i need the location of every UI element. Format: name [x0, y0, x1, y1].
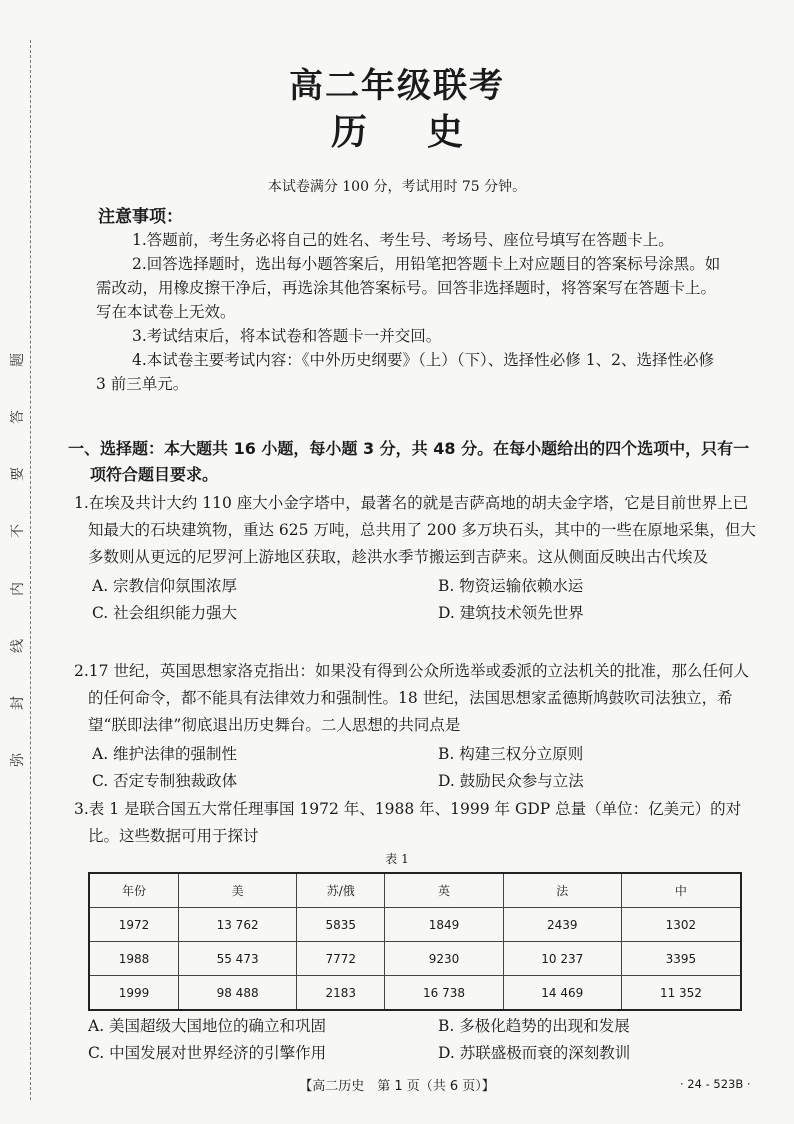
- option-c: C. 否定专制独裁政体: [92, 772, 238, 790]
- table-cell: 1999: [89, 976, 178, 1011]
- question-3-options: [88, 1014, 758, 1070]
- notice-heading: 注意事项：: [98, 207, 183, 227]
- section-heading: 一、选择题：本大题共 16 小题，每小题 3 分，共 48 分。在每小题给出的四个选项中，只有一项符合题目要求。: [68, 439, 750, 484]
- question-stem: 3.表 1 是联合国五大常任理事国 1972 年、1988 年、1999 年 GDP 总量（单位：亿美元）的对比。这些数据可用于探讨: [74, 800, 742, 845]
- notice-item: 2.回答选择题时，选出每小题答案后，用铅笔把答题卡上对应题目的答案标号涂黑。如需改动，用橡皮擦干净后，再选涂其他答案标号。回答非选择题时，将答案写在答题卡上。写在本试卷上无效。: [96, 255, 721, 321]
- question-3: [74, 796, 762, 850]
- notice-list: [96, 228, 726, 396]
- table-header: 法: [503, 873, 621, 908]
- binding-char: 不: [10, 524, 26, 539]
- table-cell: 5835: [297, 908, 385, 942]
- binding-char: 线: [10, 638, 26, 653]
- option-a: A. 美国超级大国地位的确立和巩固: [88, 1017, 327, 1035]
- option-b: B. 物资运输依赖水运: [438, 577, 584, 595]
- page-footer: 【高二历史 第 1 页（共 6 页）】: [299, 1079, 495, 1094]
- table-cell: 1302: [621, 908, 741, 942]
- exam-code: · 24 - 523B ·: [680, 1077, 751, 1091]
- table-cell: 14 469: [503, 976, 621, 1011]
- exam-title: 高二年级联考: [289, 66, 505, 106]
- table-header: 年份: [89, 873, 178, 908]
- option-d: D. 苏联盛极而衰的深刻教训: [438, 1044, 631, 1062]
- table-row: [89, 976, 741, 1011]
- table-header: 苏/俄: [297, 873, 385, 908]
- table-cell: 9230: [385, 942, 503, 976]
- option-c: C. 中国发展对世界经济的引擎作用: [88, 1044, 327, 1062]
- table-cell: 13 762: [178, 908, 296, 942]
- binding-char: 答: [10, 410, 26, 425]
- table-cell: 98 488: [178, 976, 296, 1011]
- option-a: A. 维护法律的强制性: [92, 745, 238, 763]
- table-cell: 10 237: [503, 942, 621, 976]
- option-b: B. 构建三权分立原则: [438, 745, 584, 763]
- table-cell: 1988: [89, 942, 178, 976]
- table-caption: 表 1: [385, 852, 409, 866]
- notice-item: 1.答题前，考生务必将自己的姓名、考生号、考场号、座位号填写在答题卡上。: [132, 231, 674, 249]
- option-a: A. 宗教信仰氛围浓厚: [92, 577, 238, 595]
- subject-title: 历史: [330, 112, 523, 153]
- notice-item: 3.考试结束后，将本试卷和答题卡一并交回。: [132, 327, 442, 345]
- notice-item: 4.本试卷主要考试内容：《中外历史纲要》（上）（下）、选择性必修 1、2、选择性必修 3 前三单元。: [96, 351, 714, 393]
- binding-margin-text: [6, 350, 28, 770]
- table-cell: 1849: [385, 908, 503, 942]
- binding-char: 要: [10, 467, 26, 482]
- question-stem: 2.17 世纪，英国思想家洛克指出：如果没有得到公众所选举或委派的立法机关的批准，那么任何人的任何命令，都不能具有法律效力和强制性。18 世纪，法国思想家孟德斯鸠鼓吹司法独立，希望“朕即法律”彻底退出历史舞台。二人思想的共同点是: [74, 662, 749, 734]
- table-cell: 7772: [297, 942, 385, 976]
- table-row: [89, 942, 741, 976]
- table-cell: 16 738: [385, 976, 503, 1011]
- option-d: D. 建筑技术领先世界: [438, 604, 584, 622]
- binding-char: 封: [10, 695, 26, 710]
- gdp-table: [88, 872, 742, 1011]
- exam-info: 本试卷满分 100 分，考试用时 75 分钟。: [267, 179, 527, 195]
- table-header: 中: [621, 873, 741, 908]
- options: [74, 571, 762, 629]
- options: [74, 739, 762, 797]
- question-stem: 1.在埃及共计大约 110 座大小金字塔中，最著名的就是吉萨高地的胡夫金字塔，它是目前世界上已知最大的石块建筑物，重达 625 万吨，总共用了 200 多万块石头，其中的一些在原地采集，但大多数则从更远的尼罗河上游地区获取，趁洪水季节搬运到吉萨来。这从侧面反映出古代埃及: [74, 494, 756, 566]
- binding-char: 弥: [10, 752, 26, 767]
- table-cell: 2183: [297, 976, 385, 1011]
- table-cell: 3395: [621, 942, 741, 976]
- table-cell: 55 473: [178, 942, 296, 976]
- question-1: [74, 490, 762, 629]
- option-c: C. 社会组织能力强大: [92, 604, 238, 622]
- binding-char: 题: [10, 353, 26, 367]
- table-header-row: [89, 873, 741, 908]
- table-cell: 1972: [89, 908, 178, 942]
- table-cell: 11 352: [621, 976, 741, 1011]
- binding-dashed-line: [30, 40, 31, 1100]
- table-row: [89, 908, 741, 942]
- table-header: 美: [178, 873, 296, 908]
- question-2: [74, 658, 762, 797]
- option-b: B. 多极化趋势的出现和发展: [438, 1017, 630, 1035]
- table-header: 英: [385, 873, 503, 908]
- binding-char: 内: [10, 581, 26, 596]
- option-d: D. 鼓励民众参与立法: [438, 772, 584, 790]
- table-cell: 2439: [503, 908, 621, 942]
